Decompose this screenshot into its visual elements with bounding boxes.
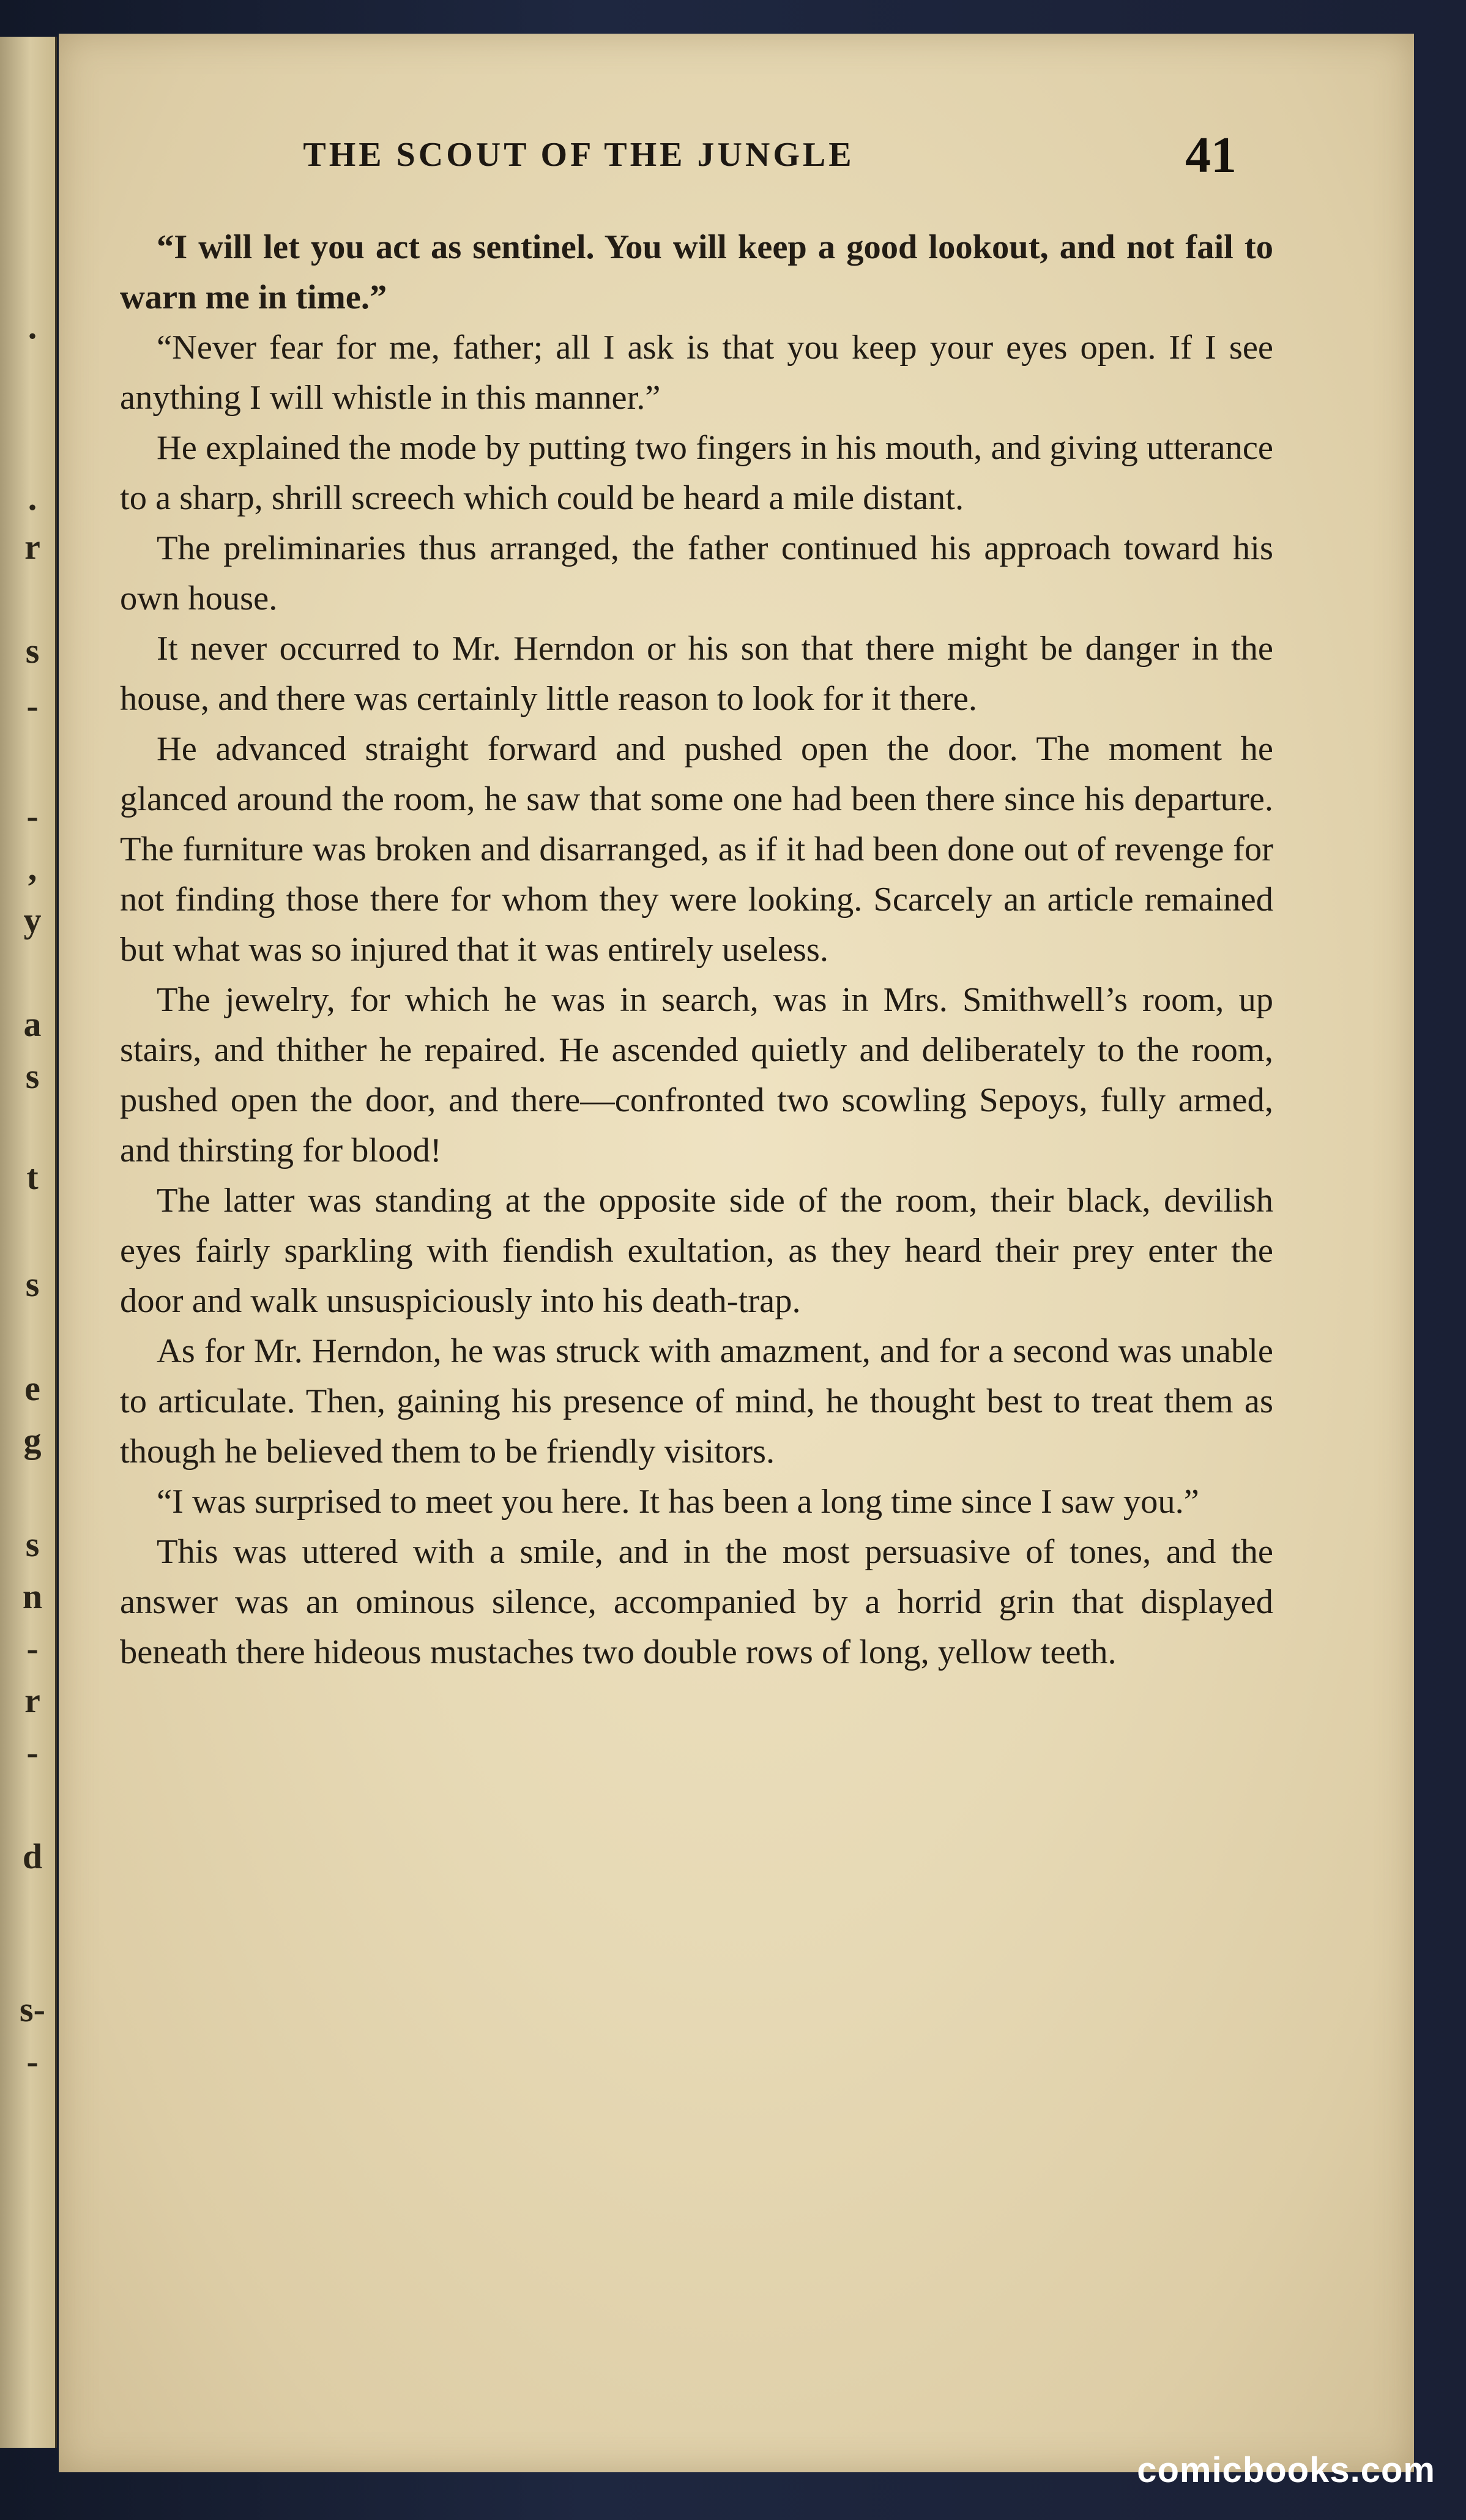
edge-char: e	[24, 1368, 40, 1408]
paragraph: “Never fear for me, father; all I ask is that you keep your eyes open. If I see anything I will whistle in this manner.”	[120, 329, 1273, 417]
running-head	[59, 125, 1414, 187]
edge-char: -	[26, 796, 39, 836]
edge-char: s	[25, 1264, 40, 1304]
paragraph: As for Mr. Herndon, he was struck with amazment, and for a second was unable to articulate. Then, gaining his presence of mind, he thought best to treat them as though he believed them to be friendly visitors.	[120, 1332, 1273, 1471]
edge-char: a	[23, 1004, 42, 1044]
edge-char: s	[25, 1056, 40, 1096]
paragraph: He advanced straight forward and pushed open the door. The moment he glanced around the room, he saw that some one had been there since his departure. The furniture was broken and disarranged, as if it had been done out of revenge for not finding those there for whom they were looking. Scarcely an article remained but what was so injured that it was entirely useless.	[120, 730, 1273, 969]
edge-char: s	[25, 1524, 40, 1564]
paragraph: It never occurred to Mr. Herndon or his son that there might be danger in the house, and there was certainly little reason to look for it there.	[120, 630, 1273, 718]
running-title: THE SCOUT OF THE JUNGLE	[303, 136, 855, 174]
previous-page-edge	[0, 37, 57, 2448]
edge-char: -	[26, 1628, 39, 1668]
edge-char: t	[26, 1157, 39, 1197]
edge-char: .	[28, 478, 37, 518]
edge-char: r	[24, 1680, 40, 1720]
edge-char: -	[26, 1732, 39, 1772]
edge-char: g	[23, 1420, 42, 1460]
paragraph: This was uttered with a smile, and in the most persuasive of tones, and the answer was an ominous silence, accompanied by a horrid grin that displayed beneath there hideous mustaches two double rows of long, yellow teeth.	[120, 1533, 1273, 1671]
edge-char: .	[28, 307, 37, 346]
paragraph: The latter was standing at the opposite side of the room, their black, devilish eyes fairly sparkling with fiendish exultation, as they heard their prey enter the door and walk unsuspiciously into his death-trap.	[120, 1182, 1273, 1320]
page-number: 41	[1185, 127, 1237, 184]
edge-char: d	[22, 1836, 43, 1876]
paragraph: The jewelry, for which he was in search, was in Mrs. Smithwell’s room, up stairs, and thither he repaired. He ascended quietly and deliberately to the room, pushed open the door, and there—confronted two scowling Sepoys, fully armed, and thirsting for blood!	[120, 981, 1273, 1169]
edge-char: r	[24, 527, 40, 567]
paragraph: He explained the mode by putting two fingers in his mouth, and giving utterance to a sharp, shrill screech which could be heard a mile distant.	[120, 429, 1273, 517]
edge-char: s	[25, 631, 40, 671]
edge-char: s-	[20, 1989, 45, 2029]
watermark: comicbooks.com	[1137, 2450, 1435, 2490]
body-text	[120, 222, 1273, 1677]
edge-char: ,	[28, 848, 37, 888]
edge-char: n	[22, 1576, 43, 1616]
edge-char: -	[26, 2041, 39, 2081]
edge-char: y	[23, 900, 42, 940]
edge-char: -	[26, 686, 39, 726]
paragraph: The preliminaries thus arranged, the father continued his approach toward his own house.	[120, 529, 1273, 617]
paragraph: “I was surprised to meet you here. It has been a long time since I saw you.”	[157, 1483, 1199, 1521]
book-page	[59, 34, 1414, 2472]
paragraph: “I will let you act as sentinel. You will keep a good lookout, and not fail to warn me in time.”	[120, 228, 1273, 316]
